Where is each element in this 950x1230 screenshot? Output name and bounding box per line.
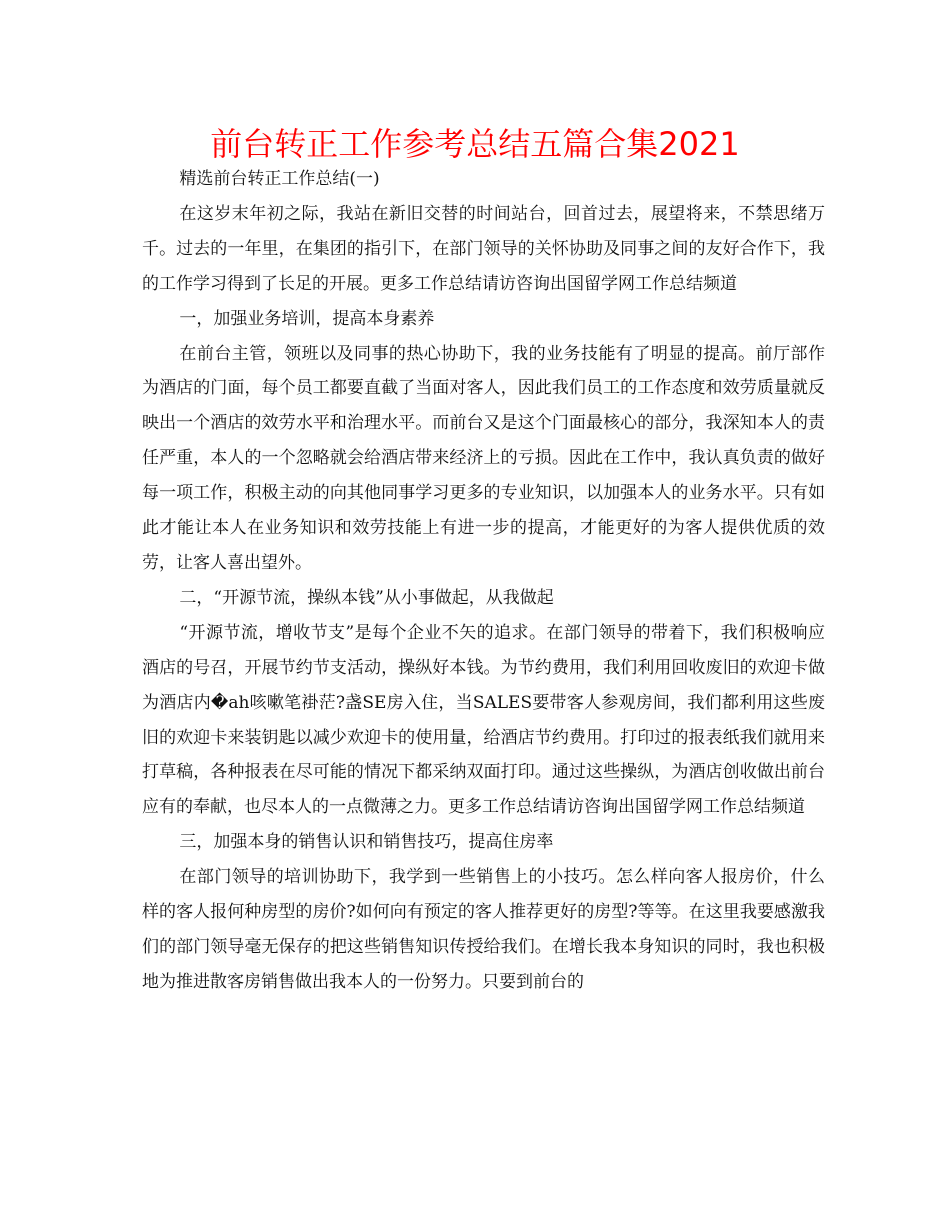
paragraph-3: 在部门领导的培训协助下，我学到一些销售上的小技巧。怎么样向客人报房价，什么样的客人报何种房型的房价?如何向有预定的客人推荐更好的房型?等等。在这里我要感激我们的部门领导毫无保存的把这些销售知识传授给我们。在增长我本身知识的同时，我也积极地为推进散客房销售做出我本人的一份努力。只要到前台的 [142,867,825,992]
document-body [142,162,825,1000]
paragraph-1: 在前台主管，领班以及同事的热心协助下，我的业务技能有了明显的提高。前厅部作为酒店的门面，每个员工都要直截了当面对客人，因此我们员工的工作态度和效劳质量就反映出一个酒店的效劳水平和治理水平。而前台又是这个门面最核心的部分，我深知本人的责任严重，本人的一个忽略就会给酒店带来经济上的亏损。因此在工作中，我认真负责的做好每一项工作，积极主动的向其他同事学习更多的专业知识，以加强本人的业务水平。只有如此才能让本人在业务知识和效劳技能上有进一步的提高，才能更好的为客人提供优质的效劳，让客人喜出望外。 [142,343,825,573]
section-heading-2: 二，“开源节流，操纵本钱”从小事做起，从我做起 [179,587,554,608]
paragraph-intro: 在这岁末年初之际，我站在新旧交替的时间站台，回首过去，展望将来，不禁思绪万千。过去的一年里，在集团的指引下，在部门领导的关怀协助及同事之间的友好合作下，我的工作学习得到了长足的开展。更多工作总结请访咨询出国留学网工作总结频道 [142,203,825,294]
section-subtitle: 精选前台转正工作总结(一) [179,169,380,189]
paragraph-2: “开源节流，增收节支”是每个企业不矢的追求。在部门领导的带着下，我们积极响应酒店的号召，开展节约节支活动，操纵好本钱。为节约费用，我们利用回收废旧的欢迎卡做为酒店内�ah咳嗽笔褂茫?盏SE房入住，当SALES要带客人参观房间，我们都利用这些废旧的欢迎卡来装钥匙以减少欢迎卡的使用量，给酒店节约费用。打印过的报表纸我们就用来打草稿，各种报表在尽可能的情况下都采纳双面打印。通过这些操纵，为酒店创收做出前台应有的奉献，也尽本人的一点微薄之力。更多工作总结请访咨询出国留学网工作总结频道 [142,622,825,818]
section-heading-3: 三，加强本身的销售认识和销售技巧，提高住房率 [179,832,554,853]
document-title: 前台转正工作参考总结五篇合集2021 [210,125,740,163]
section-heading-1: 一，加强业务培训，提高本身素养 [179,308,435,329]
